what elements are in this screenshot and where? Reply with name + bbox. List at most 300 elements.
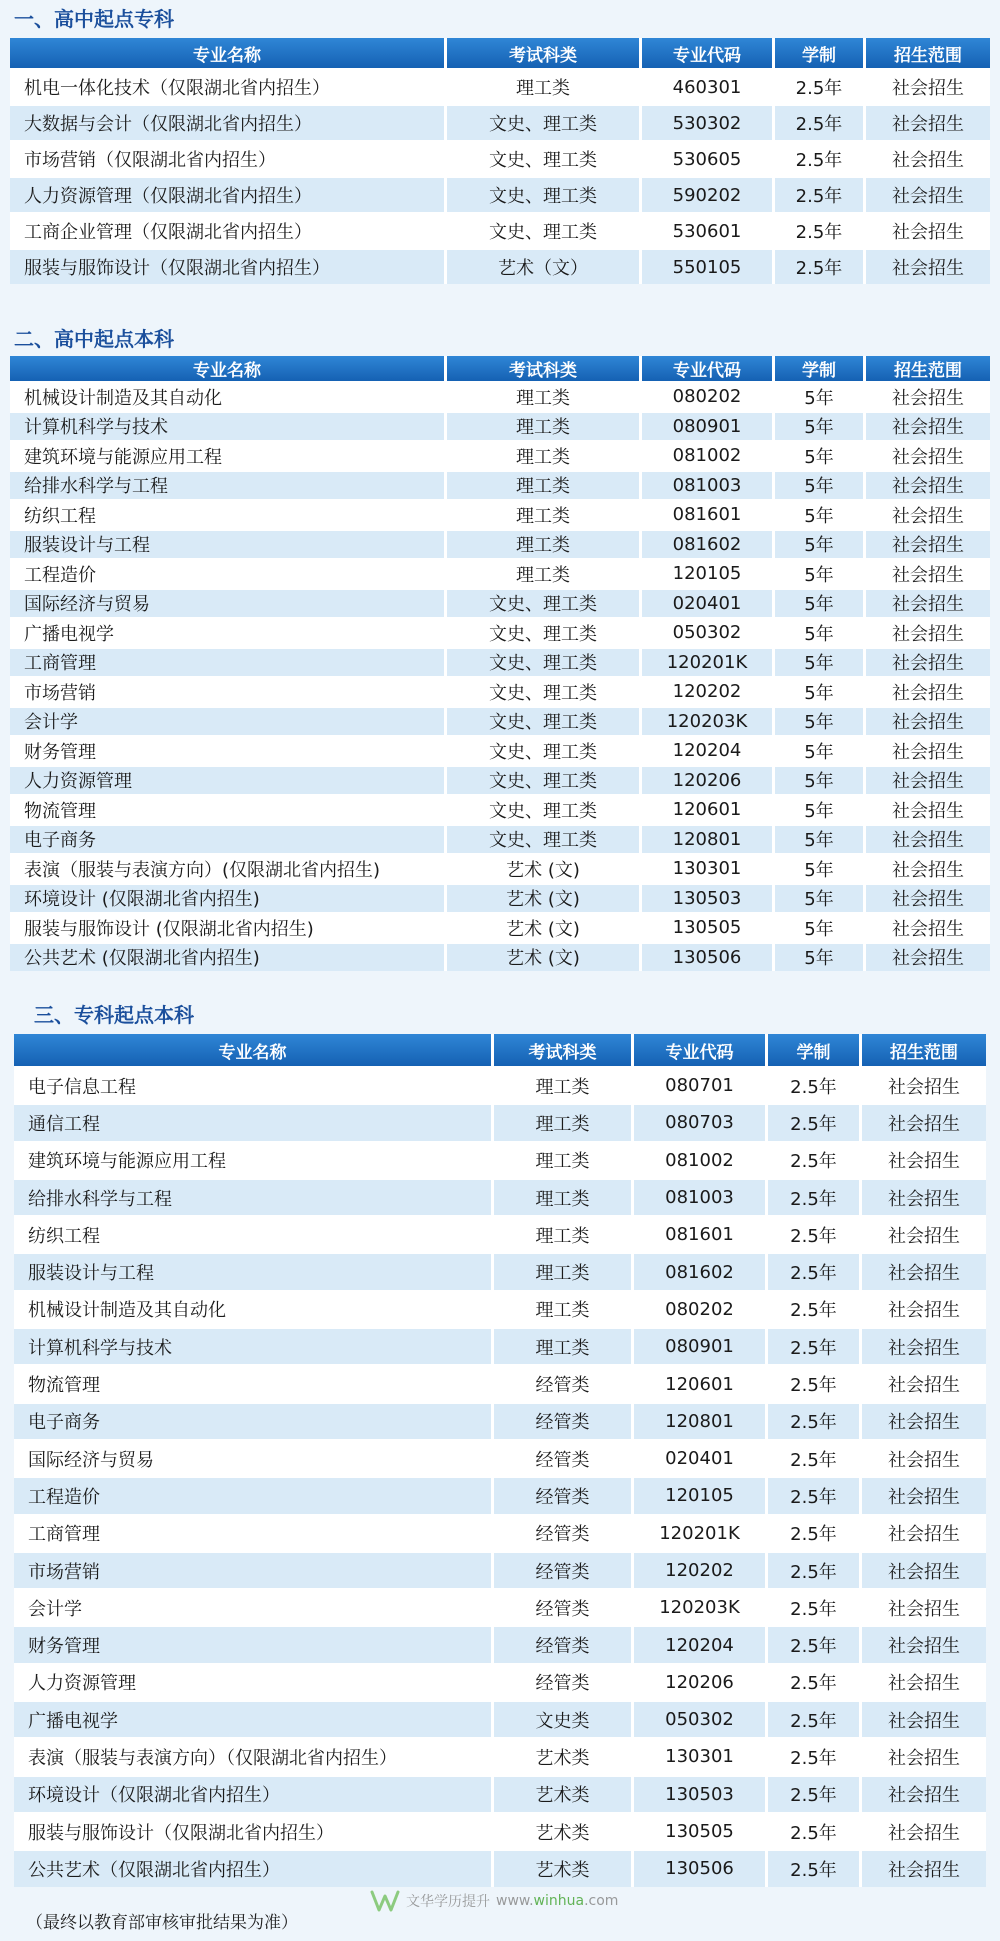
exam-category-cell: 理工类	[447, 381, 642, 411]
duration-cell: 5年	[775, 912, 866, 942]
table-row	[10, 912, 990, 942]
major-name-cell: 表演（服装与表演方向）(仅限湖北省内招生)	[10, 853, 447, 883]
exam-category-cell: 文史、理工类	[447, 176, 642, 212]
table-row	[10, 470, 990, 500]
table-row	[14, 1700, 986, 1737]
exam-category-cell: 文史、理工类	[447, 706, 642, 736]
major-name-cell: 纺织工程	[14, 1215, 494, 1252]
enrollment-scope-cell: 社会招生	[862, 1141, 986, 1178]
major-name-cell: 广播电视学	[14, 1700, 494, 1737]
table-row	[14, 1103, 986, 1140]
exam-category-cell: 文史类	[494, 1700, 634, 1737]
major-name-cell: 机电一体化技术（仅限湖北省内招生）	[10, 68, 447, 104]
exam-category-cell: 艺术类	[494, 1737, 634, 1774]
major-name-cell: 计算机科学与技术	[10, 411, 447, 441]
enrollment-scope-cell: 社会招生	[866, 176, 990, 212]
major-name-cell: 财务管理	[14, 1625, 494, 1662]
header-exam-category: 考试科类	[447, 356, 642, 381]
major-name-cell: 国际经济与贸易	[10, 588, 447, 618]
table-row	[14, 1588, 986, 1625]
major-name-cell: 电子商务	[14, 1402, 494, 1439]
program-table	[14, 1034, 986, 1887]
enrollment-scope-cell: 社会招生	[866, 440, 990, 470]
table-row	[10, 824, 990, 854]
major-code-cell: 530302	[642, 104, 775, 140]
exam-category-cell: 理工类	[447, 68, 642, 104]
major-name-cell: 会计学	[14, 1588, 494, 1625]
enrollment-scope-cell: 社会招生	[866, 617, 990, 647]
major-name-cell: 服装与服饰设计（仅限湖北省内招生）	[14, 1812, 494, 1849]
header-major-code: 专业代码	[642, 38, 775, 68]
major-code-cell: 081602	[642, 529, 775, 559]
duration-cell: 2.5年	[768, 1178, 862, 1215]
enrollment-scope-cell: 社会招生	[866, 248, 990, 284]
enrollment-scope-cell: 社会招生	[862, 1514, 986, 1551]
table-row	[14, 1849, 986, 1886]
enrollment-scope-cell: 社会招生	[862, 1252, 986, 1289]
section-title: 三、专科起点本科	[34, 1003, 194, 1027]
duration-cell: 2.5年	[775, 140, 866, 176]
exam-category-cell: 理工类	[447, 470, 642, 500]
table-row	[14, 1812, 986, 1849]
major-code-cell: 080701	[634, 1066, 768, 1103]
table-row	[10, 381, 990, 411]
major-name-cell: 物流管理	[10, 794, 447, 824]
duration-cell: 5年	[775, 499, 866, 529]
duration-cell: 5年	[775, 706, 866, 736]
major-code-cell: 080202	[634, 1290, 768, 1327]
table-row	[10, 499, 990, 529]
major-name-cell: 环境设计 (仅限湖北省内招生)	[10, 883, 447, 913]
duration-cell: 5年	[775, 676, 866, 706]
duration-cell: 2.5年	[768, 1252, 862, 1289]
header-duration: 学制	[768, 1034, 862, 1066]
winhua-logo-icon	[370, 1888, 400, 1914]
table-row	[10, 765, 990, 795]
major-name-cell: 建筑环境与能源应用工程	[10, 440, 447, 470]
major-code-cell: 120105	[634, 1476, 768, 1513]
table-row	[10, 794, 990, 824]
major-name-cell: 国际经济与贸易	[14, 1439, 494, 1476]
exam-category-cell: 文史、理工类	[447, 676, 642, 706]
duration-cell: 2.5年	[775, 176, 866, 212]
enrollment-scope-cell: 社会招生	[866, 735, 990, 765]
exam-category-cell: 经管类	[494, 1514, 634, 1551]
enrollment-scope-cell: 社会招生	[866, 706, 990, 736]
section-title: 二、高中起点本科	[14, 327, 174, 351]
duration-cell: 5年	[775, 824, 866, 854]
duration-cell: 5年	[775, 617, 866, 647]
duration-cell: 2.5年	[768, 1141, 862, 1178]
table-row	[10, 942, 990, 972]
exam-category-cell: 文史、理工类	[447, 104, 642, 140]
exam-category-cell: 艺术 (文)	[447, 883, 642, 913]
exam-category-cell: 理工类	[447, 440, 642, 470]
exam-category-cell: 经管类	[494, 1439, 634, 1476]
enrollment-scope-cell: 社会招生	[866, 942, 990, 972]
exam-category-cell: 理工类	[494, 1066, 634, 1103]
header-duration: 学制	[775, 38, 866, 68]
duration-cell: 5年	[775, 735, 866, 765]
major-code-cell: 120206	[642, 765, 775, 795]
duration-cell: 2.5年	[768, 1439, 862, 1476]
duration-cell: 5年	[775, 558, 866, 588]
major-code-cell: 020401	[642, 588, 775, 618]
header-major-name: 专业名称	[10, 356, 447, 381]
header-major-name: 专业名称	[10, 38, 447, 68]
enrollment-scope-cell: 社会招生	[862, 1290, 986, 1327]
exam-category-cell: 理工类	[494, 1252, 634, 1289]
major-name-cell: 机械设计制造及其自动化	[14, 1290, 494, 1327]
major-name-cell: 工商管理	[10, 647, 447, 677]
major-name-cell: 机械设计制造及其自动化	[10, 381, 447, 411]
table-row	[14, 1178, 986, 1215]
duration-cell: 2.5年	[775, 104, 866, 140]
enrollment-scope-cell: 社会招生	[866, 588, 990, 618]
exam-category-cell: 经管类	[494, 1663, 634, 1700]
section-title: 一、高中起点专科	[14, 7, 174, 31]
major-name-cell: 公共艺术（仅限湖北省内招生）	[14, 1849, 494, 1886]
major-name-cell: 给排水科学与工程	[14, 1178, 494, 1215]
table-row	[10, 411, 990, 441]
exam-category-cell: 文史、理工类	[447, 588, 642, 618]
major-code-cell: 590202	[642, 176, 775, 212]
duration-cell: 2.5年	[768, 1700, 862, 1737]
major-name-cell: 市场营销	[10, 676, 447, 706]
duration-cell: 5年	[775, 470, 866, 500]
exam-category-cell: 理工类	[494, 1290, 634, 1327]
major-code-cell: 120105	[642, 558, 775, 588]
header-exam-category: 考试科类	[447, 38, 642, 68]
major-code-cell: 081602	[634, 1252, 768, 1289]
watermark-name: 文华学历提升	[406, 1894, 490, 1910]
duration-cell: 5年	[775, 588, 866, 618]
major-code-cell: 130506	[642, 942, 775, 972]
major-name-cell: 大数据与会计（仅限湖北省内招生）	[10, 104, 447, 140]
enrollment-scope-cell: 社会招生	[866, 794, 990, 824]
enrollment-scope-cell: 社会招生	[862, 1215, 986, 1252]
major-name-cell: 公共艺术 (仅限湖北省内招生)	[10, 942, 447, 972]
major-code-cell: 120601	[634, 1364, 768, 1401]
table-row	[14, 1514, 986, 1551]
major-code-cell: 130301	[642, 853, 775, 883]
header-enrollment-scope: 招生范围	[866, 38, 990, 68]
table-row	[10, 529, 990, 559]
major-code-cell: 120203K	[634, 1588, 768, 1625]
enrollment-scope-cell: 社会招生	[862, 1103, 986, 1140]
enrollment-scope-cell: 社会招生	[862, 1849, 986, 1886]
major-name-cell: 通信工程	[14, 1103, 494, 1140]
enrollment-scope-cell: 社会招生	[866, 824, 990, 854]
header-exam-category: 考试科类	[494, 1034, 634, 1066]
major-name-cell: 服装设计与工程	[10, 529, 447, 559]
duration-cell: 2.5年	[775, 68, 866, 104]
duration-cell: 5年	[775, 381, 866, 411]
duration-cell: 2.5年	[768, 1625, 862, 1662]
exam-category-cell: 文史、理工类	[447, 824, 642, 854]
exam-category-cell: 经管类	[494, 1402, 634, 1439]
duration-cell: 2.5年	[768, 1588, 862, 1625]
major-code-cell: 050302	[634, 1700, 768, 1737]
table-row	[14, 1551, 986, 1588]
table-row	[10, 68, 990, 104]
table-row	[10, 440, 990, 470]
table-row	[10, 212, 990, 248]
major-code-cell: 130506	[634, 1849, 768, 1886]
major-name-cell: 建筑环境与能源应用工程	[14, 1141, 494, 1178]
major-code-cell: 080703	[634, 1103, 768, 1140]
exam-category-cell: 理工类	[447, 558, 642, 588]
table-row	[14, 1252, 986, 1289]
major-name-cell: 市场营销（仅限湖北省内招生）	[10, 140, 447, 176]
table-row	[10, 176, 990, 212]
duration-cell: 2.5年	[768, 1402, 862, 1439]
major-name-cell: 纺织工程	[10, 499, 447, 529]
exam-category-cell: 艺术 (文)	[447, 942, 642, 972]
enrollment-scope-cell: 社会招生	[862, 1812, 986, 1849]
enrollment-scope-cell: 社会招生	[866, 765, 990, 795]
enrollment-scope-cell: 社会招生	[862, 1327, 986, 1364]
major-code-cell: 130503	[634, 1775, 768, 1812]
table-row	[14, 1364, 986, 1401]
duration-cell: 5年	[775, 942, 866, 972]
major-code-cell: 050302	[642, 617, 775, 647]
exam-category-cell: 经管类	[494, 1625, 634, 1662]
major-code-cell: 081003	[642, 470, 775, 500]
header-enrollment-scope: 招生范围	[866, 356, 990, 381]
header-major-code: 专业代码	[634, 1034, 768, 1066]
exam-category-cell: 艺术类	[494, 1849, 634, 1886]
exam-category-cell: 理工类	[494, 1103, 634, 1140]
major-name-cell: 电子信息工程	[14, 1066, 494, 1103]
major-code-cell: 120801	[634, 1402, 768, 1439]
major-code-cell: 120801	[642, 824, 775, 854]
enrollment-scope-cell: 社会招生	[866, 104, 990, 140]
exam-category-cell: 理工类	[494, 1178, 634, 1215]
duration-cell: 5年	[775, 411, 866, 441]
enrollment-scope-cell: 社会招生	[866, 381, 990, 411]
major-name-cell: 电子商务	[10, 824, 447, 854]
major-name-cell: 人力资源管理	[14, 1663, 494, 1700]
enrollment-scope-cell: 社会招生	[866, 647, 990, 677]
section-college-to-bachelor	[0, 1002, 1000, 1887]
major-code-cell: 550105	[642, 248, 775, 284]
header-major-name: 专业名称	[14, 1034, 494, 1066]
major-code-cell: 080202	[642, 381, 775, 411]
duration-cell: 2.5年	[768, 1290, 862, 1327]
enrollment-scope-cell: 社会招生	[866, 140, 990, 176]
table-row	[10, 140, 990, 176]
major-code-cell: 081002	[634, 1141, 768, 1178]
enrollment-scope-cell: 社会招生	[866, 912, 990, 942]
duration-cell: 2.5年	[775, 248, 866, 284]
table-row	[10, 735, 990, 765]
major-name-cell: 服装与服饰设计 (仅限湖北省内招生)	[10, 912, 447, 942]
enrollment-scope-cell: 社会招生	[862, 1737, 986, 1774]
duration-cell: 5年	[775, 853, 866, 883]
table-row	[10, 853, 990, 883]
table-row	[14, 1476, 986, 1513]
enrollment-scope-cell: 社会招生	[866, 529, 990, 559]
exam-category-cell: 文史、理工类	[447, 617, 642, 647]
major-name-cell: 人力资源管理（仅限湖北省内招生）	[10, 176, 447, 212]
exam-category-cell: 经管类	[494, 1364, 634, 1401]
duration-cell: 2.5年	[775, 212, 866, 248]
major-code-cell: 530605	[642, 140, 775, 176]
major-name-cell: 服装设计与工程	[14, 1252, 494, 1289]
exam-category-cell: 经管类	[494, 1551, 634, 1588]
enrollment-scope-cell: 社会招生	[862, 1700, 986, 1737]
enrollment-scope-cell: 社会招生	[866, 558, 990, 588]
duration-cell: 2.5年	[768, 1812, 862, 1849]
table-row	[10, 248, 990, 284]
enrollment-scope-cell: 社会招生	[862, 1625, 986, 1662]
table-row	[14, 1439, 986, 1476]
major-code-cell: 120203K	[642, 706, 775, 736]
exam-category-cell: 艺术类	[494, 1812, 634, 1849]
major-code-cell: 081601	[634, 1215, 768, 1252]
major-code-cell: 120204	[634, 1625, 768, 1662]
major-code-cell: 120206	[634, 1663, 768, 1700]
duration-cell: 2.5年	[768, 1476, 862, 1513]
duration-cell: 2.5年	[768, 1327, 862, 1364]
major-code-cell: 081601	[642, 499, 775, 529]
enrollment-scope-cell: 社会招生	[866, 883, 990, 913]
header-major-code: 专业代码	[642, 356, 775, 381]
table-row	[14, 1215, 986, 1252]
enrollment-scope-cell: 社会招生	[862, 1551, 986, 1588]
major-code-cell: 130505	[642, 912, 775, 942]
major-code-cell: 120204	[642, 735, 775, 765]
table-row	[10, 676, 990, 706]
exam-category-cell: 文史、理工类	[447, 212, 642, 248]
major-code-cell: 120201K	[642, 647, 775, 677]
major-name-cell: 计算机科学与技术	[14, 1327, 494, 1364]
major-name-cell: 给排水科学与工程	[10, 470, 447, 500]
header-enrollment-scope: 招生范围	[862, 1034, 986, 1066]
major-name-cell: 会计学	[10, 706, 447, 736]
major-code-cell: 120202	[634, 1551, 768, 1588]
table-row	[14, 1290, 986, 1327]
table-row	[10, 617, 990, 647]
table-row	[14, 1402, 986, 1439]
exam-category-cell: 理工类	[447, 411, 642, 441]
duration-cell: 5年	[775, 440, 866, 470]
duration-cell: 2.5年	[768, 1066, 862, 1103]
table-row	[10, 104, 990, 140]
duration-cell: 5年	[775, 647, 866, 677]
major-code-cell: 081002	[642, 440, 775, 470]
table-row	[10, 883, 990, 913]
major-code-cell: 530601	[642, 212, 775, 248]
exam-category-cell: 经管类	[494, 1476, 634, 1513]
enrollment-scope-cell: 社会招生	[862, 1364, 986, 1401]
exam-category-cell: 文史、理工类	[447, 765, 642, 795]
watermark	[370, 1888, 618, 1914]
major-name-cell: 市场营销	[14, 1551, 494, 1588]
enrollment-scope-cell: 社会招生	[866, 676, 990, 706]
enrollment-scope-cell: 社会招生	[866, 853, 990, 883]
enrollment-scope-cell: 社会招生	[862, 1178, 986, 1215]
major-name-cell: 工程造价	[14, 1476, 494, 1513]
duration-cell: 5年	[775, 765, 866, 795]
major-name-cell: 工程造价	[10, 558, 447, 588]
exam-category-cell: 文史、理工类	[447, 140, 642, 176]
major-name-cell: 人力资源管理	[10, 765, 447, 795]
table-row	[14, 1625, 986, 1662]
exam-category-cell: 艺术（文）	[447, 248, 642, 284]
exam-category-cell: 艺术 (文)	[447, 853, 642, 883]
exam-category-cell: 艺术类	[494, 1775, 634, 1812]
major-name-cell: 表演（服装与表演方向）（仅限湖北省内招生）	[14, 1737, 494, 1774]
exam-category-cell: 理工类	[494, 1141, 634, 1178]
exam-category-cell: 艺术 (文)	[447, 912, 642, 942]
enrollment-scope-cell: 社会招生	[862, 1775, 986, 1812]
major-code-cell: 081003	[634, 1178, 768, 1215]
table-row	[14, 1663, 986, 1700]
duration-cell: 2.5年	[768, 1551, 862, 1588]
table-row	[14, 1066, 986, 1103]
exam-category-cell: 理工类	[447, 529, 642, 559]
enrollment-scope-cell: 社会招生	[866, 470, 990, 500]
major-name-cell: 广播电视学	[10, 617, 447, 647]
major-code-cell: 130503	[642, 883, 775, 913]
duration-cell: 2.5年	[768, 1849, 862, 1886]
major-name-cell: 环境设计（仅限湖北省内招生）	[14, 1775, 494, 1812]
exam-category-cell: 理工类	[494, 1327, 634, 1364]
duration-cell: 5年	[775, 794, 866, 824]
exam-category-cell: 理工类	[447, 499, 642, 529]
major-code-cell: 080901	[642, 411, 775, 441]
exam-category-cell: 文史、理工类	[447, 794, 642, 824]
duration-cell: 2.5年	[768, 1514, 862, 1551]
major-code-cell: 120201K	[634, 1514, 768, 1551]
enrollment-scope-cell: 社会招生	[862, 1402, 986, 1439]
exam-category-cell: 经管类	[494, 1588, 634, 1625]
program-table	[10, 38, 990, 284]
major-code-cell: 130301	[634, 1737, 768, 1774]
enrollment-scope-cell: 社会招生	[862, 1066, 986, 1103]
table-row	[14, 1737, 986, 1774]
watermark-url: www.winhua.com	[496, 1893, 619, 1909]
section-high-school-to-bachelor	[0, 326, 1000, 971]
major-name-cell: 物流管理	[14, 1364, 494, 1401]
duration-cell: 2.5年	[768, 1364, 862, 1401]
major-name-cell: 财务管理	[10, 735, 447, 765]
enrollment-scope-cell: 社会招生	[862, 1663, 986, 1700]
table-row	[10, 706, 990, 736]
header-duration: 学制	[775, 356, 866, 381]
duration-cell: 2.5年	[768, 1663, 862, 1700]
duration-cell: 2.5年	[768, 1215, 862, 1252]
table-row	[14, 1775, 986, 1812]
exam-category-cell: 文史、理工类	[447, 647, 642, 677]
table-row	[10, 588, 990, 618]
major-code-cell: 080901	[634, 1327, 768, 1364]
major-code-cell: 120601	[642, 794, 775, 824]
enrollment-scope-cell: 社会招生	[866, 499, 990, 529]
major-code-cell: 460301	[642, 68, 775, 104]
duration-cell: 5年	[775, 883, 866, 913]
program-table	[10, 356, 990, 971]
enrollment-scope-cell: 社会招生	[866, 68, 990, 104]
duration-cell: 2.5年	[768, 1775, 862, 1812]
duration-cell: 2.5年	[768, 1103, 862, 1140]
section-high-school-to-college	[0, 6, 1000, 284]
table-row	[10, 647, 990, 677]
major-name-cell: 工商企业管理（仅限湖北省内招生）	[10, 212, 447, 248]
enrollment-scope-cell: 社会招生	[866, 212, 990, 248]
